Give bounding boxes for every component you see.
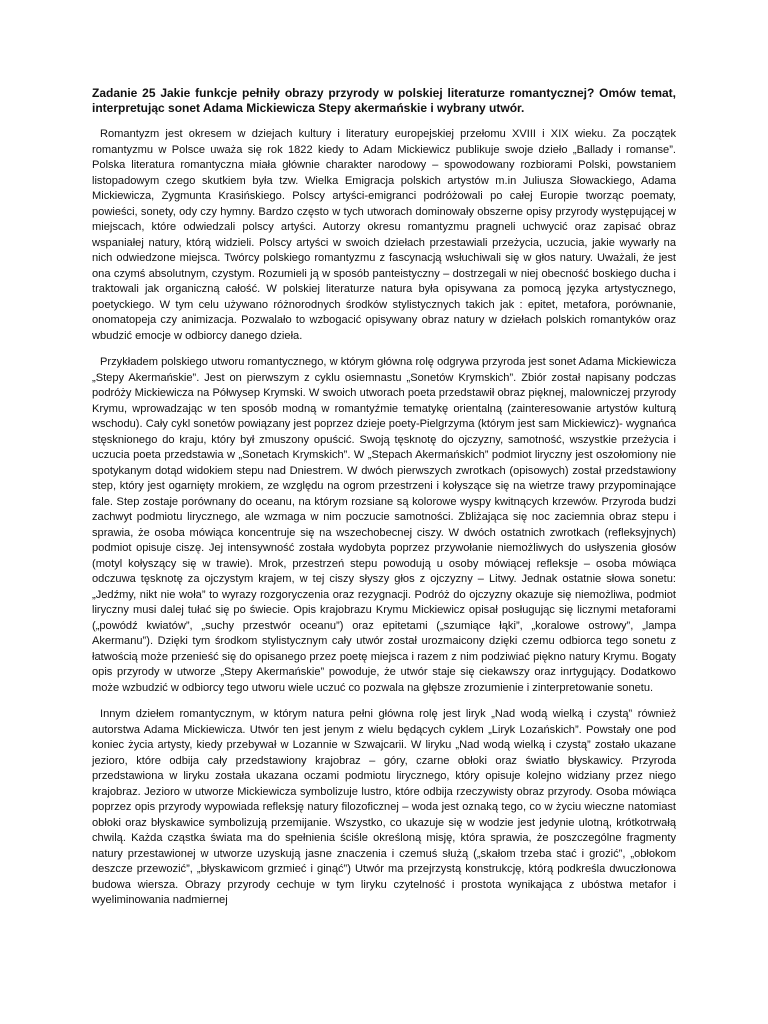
- task-title: Zadanie 25 Jakie funkcje pełniły obrazy przyrody w polskiej literaturze romantycznej? Omów temat, interpretując sonet Adama Mickiewicza Stepy akermańskie i wybrany utwór.: [92, 86, 676, 115]
- paragraph-stepy-akermanskie: Przykładem polskiego utworu romantycznego, w którym główna rolę odgrywa przyroda jest sonet Adama Mickiewicza „Stepy Akermańskie”. Jest on pierwszym z cyklu osiemnastu „Sonetów Krymskich”. Zbiór został napisany podczas podróży Mickiewicza na Półwysep Krymski. W swoich utworach poeta przedstawił obraz pięknej, malowniczej przyrody Krymu, wprowadzając w ten sposób modną w romantyźmie tematykę orientalną (zainteresowanie artystów kulturą wschodu). Cały cykl sonetów powiązany jest poprzez dzieje poety-Pielgrzyma (którym jest sam Mickiewicz)- wygnańca stęsknionego do kraju, który był zmuszony opuścić. Swoją tęsknotę do ojczyzny, samotność, wszystkie przeżycia i uczucia poeta przedstawia w „Sonetach Krymskich”. W „Stepach Akermańskich” podmiot liryczny jest oszołomiony nie spotykanym dotąd widokiem stepu nad Dniestrem. W dwóch pierwszych zwrotkach (opisowych) został przedstawiony step, który jest ogarnięty mrokiem, ze względu na ogrom przestrzeni i kołyszące się na wietrze trawy przypominające fale. Step zostaje porównany do oceanu, na którym rozsiane są kolorowe wyspy kwitnących krzewów. Przyroda budzi zachwyt podmiotu lirycznego, ale wzmaga w nim poczucie samotności. Zbliżająca się noc zaciemnia obraz stepu i sprawia, że osoba mówiąca koncentruje się na wszechobecnej ciszy. W dwóch ostatnich zwrotkach (refleksyjnych) podmiot opisuje ciszę. Jej intensywność została wydobyta poprzez przywołanie niemożliwych do usłyszenia głosów (motyl kołyszący się w trawie). Mrok, przestrzeń stepu powodują u osoby mówiącej refleksje – osoba mówiąca odczuwa tęsknotę za ojczystym krajem, w tej ciszy słyszy głos z ojczyzny – Litwy. Jednak ostatnie słowa sonetu: „Jedźmy, nikt nie woła” to wyrazy rozgoryczenia oraz rezygnacji. Podróż do ojczyzny okazuje się niemożliwa, podmiot liryczny musi dalej tułać się po świecie. Opis krajobrazu Krymu Mickiewicz opisał posługując się licznymi metaforami („powódź kwiatów”, „suchy przestwór oceanu”) oraz epitetami („szumiące łąki”, „koralowe ostrowy”, „lampa Akermanu”). Dzięki tym środkom stylistycznym cały utwór został urozmaicony dzięki czemu odbiorca tego sonetu z łatwością może przenieść się do opisanego przez poetę miejsca i razem z nim podziwiać piękno natury Krymu. Bogaty opis przyrody w utworze „Stepy Akermańskie” powoduje, że utwór staje się ciekawszy oraz inrtygujący. Dodatkowo może wzbudzić w odbiorcy tego utworu wiele uczuć co pozwala na głębsze zrozumienie i zinterpretowanie sonetu.: [92, 356, 676, 694]
- paragraph-romanticism-intro: Romantyzm jest okresem w dziejach kultury i literatury europejskiej przełomu XVIII i XIX wieku. Za początek romantyzmu w Polsce uważa się rok 1822 kiedy to Adam Mickiewicz publikuje swoje dzieło „Ballady i romanse”. Polska literatura romantyczna miała głównie charakter narodowy – spowodowany rozbiorami Polski, powstaniem listopadowym czego skutkiem była tzw. Wielka Emigracja polskich artystów m.in Juliusza Słowackiego, Adama Mickiewicza, Zygmunta Krasińskiego. Polscy artyści-emigranci podróżowali po całej Europie tworząc poematy, powieści, sonety, ody czy hymny. Bardzo często w tych utworach dominowały obszerne opisy przyrody występującej w miejscach, które odwiedzali polscy artyści. Autorzy okresu romantyzmu pragneli uchwycić oraz zapisać obraz wspaniałej natury, którą widzieli. Polscy artyści w swoich dziełach przestawiali przeżycia, uczucia, jakie wywarły na nich odwiedzone miejsca. Twórcy polskiego romantyzmu z fascynacją wsłuchiwali się w głos natury. Uważali, że jest ona czymś absolutnym, czystym. Rozumieli ją w sposób panteistyczny – dostrzegali w niej obecność boskiego ducha i traktowali jak organiczną całość. W polskiej literaturze natura była opisywana za pomocą języka artystycznego, poetyckiego. W tym celu używano różnorodnych środków stylistycznych takich jak : epitet, metafora, porównanie, onomatopeja czy animizacja. Pozwalało to wzbogacić opisywany obraz natury w dziełach polskich romantyków oraz wbudzić emocje w odbiorcy danego dzieła.: [92, 128, 676, 342]
- paragraph-nad-woda-wielka: Innym dziełem romantycznym, w którym natura pełni główna rolę jest liryk „Nad wodą wielką i czystą” również autorstwa Adama Mickiewicza. Utwór ten jest jenym z wielu będących cyklem „Liryk Lozańskich”. Powstały one pod koniec życia artysty, kiedy przebywał w Lozannie w Szwajcarii. W liryku „Nad wodą wielką i czystą” zostało ukazane jezioro, które odbija cały przedstawiony krajobraz – góry, czarne obłoki oraz światło błyskawicy. Przyroda przedstawiona w liryku została ukazana oczami podmiotu lirycznego, który opisuje kolejno widziany przez niego krajobraz. Jezioro w utworze Mickiewicza symbolizuje lustro, które odbija rzeczywisty obraz przyrody. Osoba mówiąca poprzez opis przyrody wypowiada refleksję natury filozoficznej – woda jest oznaką tego, co w życiu wieczne natomiast obłoki oraz błyskawice symbolizują przemijanie. Wszystko, co ukazuje się w wodzie jest jedynie ulotną, krótkotrwałą chwilą. Każda cząstka świata ma do spełnienia ściśle określoną misję, która sprawia, że poszczególne fragmenty natury przestawionej w utworze uzyskują jasne znaczenia i czemuś służą („skałom trzeba stać i grozić”, „obłokom deszcze przewozić”, „błyskawicom grzmieć i ginąć”) Utwór ma przejrzystą konstrukcję, którą podkreśla dwuczłonowa budowa wiersza. Obrazy przyrody cechuje w tym liryku czytelność i prostota wynikająca z ubóstwa metafor i wyeliminowania nadmiernej: [92, 708, 676, 906]
- document-page: [92, 86, 676, 920]
